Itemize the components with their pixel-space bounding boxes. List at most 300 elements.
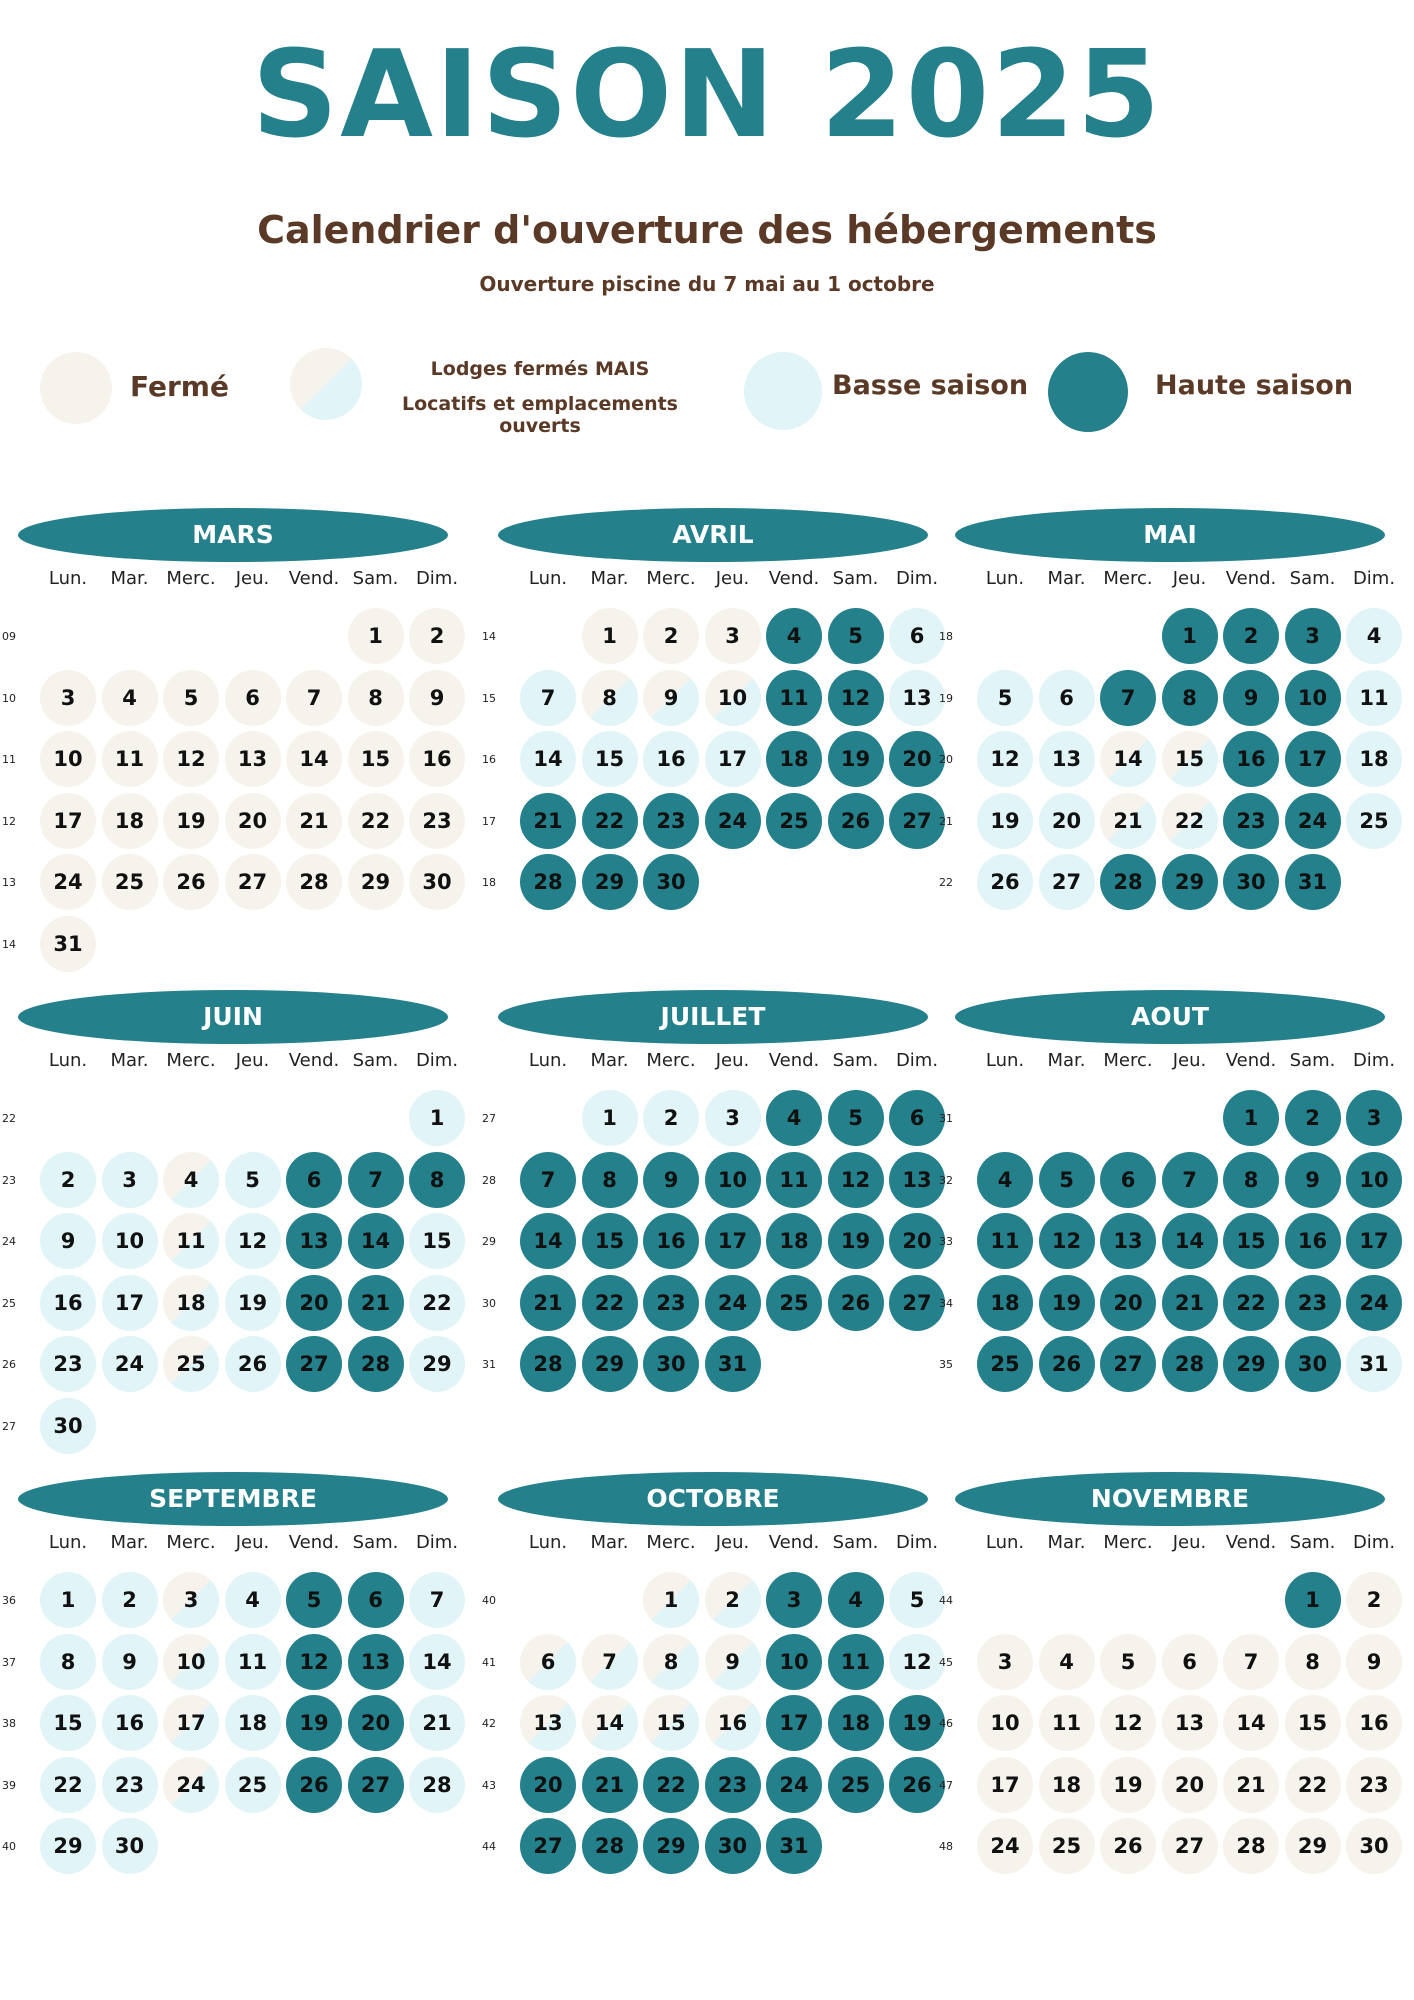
legend-high-label: Haute saison [1155,370,1354,401]
weekday-label: Sam. [1289,1532,1336,1553]
week-number: 34 [939,1296,953,1310]
weekday-label: Mar. [590,1050,629,1071]
day-cell: 21 [520,1275,576,1331]
day-cell: 1 [348,608,404,664]
week-number: 25 [2,1296,16,1310]
day-cell: 16 [102,1695,158,1751]
weekday-label: Sam. [832,568,879,589]
day-cell: 6 [1100,1152,1156,1208]
day-cell: 2 [40,1152,96,1208]
day-cell: 13 [1100,1213,1156,1269]
week-number: 28 [482,1173,496,1187]
day-cell: 3 [163,1572,219,1628]
day-cell: 15 [643,1695,699,1751]
day-cell: 26 [828,1275,884,1331]
day-cell: 16 [409,731,465,787]
day-cell: 17 [1285,731,1341,787]
weekday-label: Jeu. [715,568,750,589]
week-number: 27 [482,1112,496,1125]
weekday-label: Sam. [1289,1050,1336,1071]
weekday-label: Sam. [832,1050,879,1071]
month-header: OCTOBRE [498,1472,928,1526]
day-cell: 30 [1346,1818,1402,1874]
day-cell: 24 [705,1275,761,1331]
weekday-label: Dim. [415,568,459,589]
day-cell: 2 [1346,1572,1402,1628]
day-cell: 24 [766,1757,822,1813]
day-cell: 26 [977,854,1033,910]
day-cell: 29 [582,1336,638,1392]
weekday-label: Sam. [352,1532,399,1553]
day-cell: 23 [705,1757,761,1813]
week-number: 11 [2,753,16,766]
day-cell: 17 [40,793,96,849]
week-number: 29 [482,1235,496,1248]
day-cell: 23 [1285,1275,1341,1331]
day-cell: 7 [520,670,576,726]
day-cell: 8 [1223,1152,1279,1208]
day-cell: 3 [766,1572,822,1628]
day-cell: 19 [828,731,884,787]
week-number: 43 [482,1778,496,1792]
day-cell: 9 [705,1634,761,1690]
weekday-label: Lun. [528,568,568,589]
weekday-label: Merc. [646,1532,696,1553]
day-cell: 20 [225,793,281,849]
day-cell: 14 [409,1634,465,1690]
day-cell: 6 [225,670,281,726]
weekday-label: Jeu. [235,568,270,589]
day-cell: 30 [1223,854,1279,910]
day-cell: 1 [582,1090,638,1146]
day-cell: 16 [1223,731,1279,787]
weekday-label: Dim. [895,1050,939,1071]
month-header: AVRIL [498,508,928,562]
day-cell: 4 [225,1572,281,1628]
day-cell: 24 [40,854,96,910]
day-cell: 15 [1223,1213,1279,1269]
day-cell: 5 [1100,1634,1156,1690]
weekday-label: Vend. [1225,1050,1277,1071]
day-cell: 30 [643,854,699,910]
day-cell: 24 [102,1336,158,1392]
page-subtitle: Calendrier d'ouverture des hébergements [257,208,1157,252]
weekday-label: Vend. [768,1050,820,1071]
day-cell: 7 [1162,1152,1218,1208]
day-cell: 25 [163,1336,219,1392]
day-cell: 13 [889,1152,945,1208]
day-cell: 4 [1346,608,1402,664]
week-number: 09 [2,630,16,643]
day-cell: 4 [977,1152,1033,1208]
weekday-label: Merc. [166,1050,216,1071]
day-cell: 3 [705,1090,761,1146]
week-number: 31 [482,1358,496,1371]
week-number: 33 [939,1235,953,1248]
day-cell: 10 [1285,670,1341,726]
day-cell: 21 [1223,1757,1279,1813]
week-number: 18 [939,630,953,643]
day-cell: 23 [643,1275,699,1331]
day-cell: 17 [766,1695,822,1751]
day-cell: 15 [1162,731,1218,787]
day-cell: 3 [705,608,761,664]
week-number: 21 [939,814,953,828]
day-cell: 20 [1100,1275,1156,1331]
weekday-label: Lun. [985,1532,1025,1553]
legend-low-label: Basse saison [832,370,1029,401]
day-cell: 22 [1223,1275,1279,1331]
weekday-label: Merc. [1103,1050,1153,1071]
weekday-label: Jeu. [1172,1050,1207,1071]
week-number: 16 [482,753,496,766]
page-title: SAISON 2025 [251,26,1163,165]
week-number: 40 [482,1594,496,1607]
day-cell: 1 [409,1090,465,1146]
day-cell: 6 [889,608,945,664]
day-cell: 30 [1285,1336,1341,1392]
weekday-label: Dim. [895,568,939,589]
weekday-label: Sam. [1289,568,1336,589]
day-cell: 4 [102,670,158,726]
day-cell: 3 [102,1152,158,1208]
day-cell: 26 [1100,1818,1156,1874]
day-cell: 6 [1039,670,1095,726]
weekday-label: Dim. [1352,1050,1396,1071]
day-cell: 5 [889,1572,945,1628]
day-cell: 28 [1162,1336,1218,1392]
day-cell: 1 [1223,1090,1279,1146]
day-cell: 5 [977,670,1033,726]
day-cell: 18 [766,1213,822,1269]
day-cell: 21 [520,793,576,849]
week-number: 46 [939,1717,953,1730]
day-cell: 2 [1223,608,1279,664]
legend-closed-swatch [40,352,112,424]
day-cell: 5 [163,670,219,726]
day-cell: 25 [766,1275,822,1331]
day-cell: 8 [1285,1634,1341,1690]
day-cell: 21 [409,1695,465,1751]
day-cell: 17 [705,1213,761,1269]
day-cell: 24 [705,793,761,849]
day-cell: 23 [1346,1757,1402,1813]
day-cell: 25 [977,1336,1033,1392]
day-cell: 14 [520,1213,576,1269]
day-cell: 19 [1100,1757,1156,1813]
day-cell: 27 [225,854,281,910]
day-cell: 29 [643,1818,699,1874]
day-cell: 24 [1285,793,1341,849]
day-cell: 12 [828,1152,884,1208]
week-number: 15 [482,691,496,705]
day-cell: 6 [520,1634,576,1690]
day-cell: 11 [102,731,158,787]
day-cell: 22 [1285,1757,1341,1813]
weekday-label: Jeu. [715,1050,750,1071]
day-cell: 14 [1100,731,1156,787]
day-cell: 19 [1039,1275,1095,1331]
weekday-label: Jeu. [1172,568,1207,589]
day-cell: 8 [582,1152,638,1208]
month-header: JUIN [18,990,448,1044]
week-number: 44 [939,1594,953,1607]
day-cell: 8 [1162,670,1218,726]
day-cell: 12 [286,1634,342,1690]
day-cell: 6 [889,1090,945,1146]
day-cell: 22 [409,1275,465,1331]
month-header: MARS [18,508,448,562]
day-cell: 31 [766,1818,822,1874]
month-header: NOVEMBRE [955,1472,1385,1526]
weekday-label: Sam. [352,1050,399,1071]
week-number: 19 [939,691,953,705]
week-number: 23 [2,1173,16,1187]
day-cell: 29 [1223,1336,1279,1392]
weekday-label: Lun. [528,1532,568,1553]
weekday-label: Mar. [1047,1050,1086,1071]
day-cell: 7 [409,1572,465,1628]
day-cell: 2 [705,1572,761,1628]
weekday-label: Dim. [1352,568,1396,589]
day-cell: 22 [348,793,404,849]
week-number: 26 [2,1358,16,1371]
day-cell: 3 [40,670,96,726]
day-cell: 3 [1285,608,1341,664]
day-cell: 13 [1162,1695,1218,1751]
week-number: 22 [939,876,953,889]
weekday-label: Mar. [110,568,149,589]
day-cell: 26 [163,854,219,910]
day-cell: 9 [643,1152,699,1208]
day-cell: 20 [348,1695,404,1751]
day-cell: 1 [582,608,638,664]
day-cell: 25 [1346,793,1402,849]
week-number: 42 [482,1717,496,1730]
day-cell: 25 [102,854,158,910]
pool-opening-note: Ouverture piscine du 7 mai au 1 octobre [479,272,935,296]
month-header: JUILLET [498,990,928,1044]
day-cell: 7 [1100,670,1156,726]
weekday-label: Dim. [895,1532,939,1553]
day-cell: 15 [40,1695,96,1751]
day-cell: 30 [705,1818,761,1874]
day-cell: 27 [1162,1818,1218,1874]
day-cell: 2 [102,1572,158,1628]
day-cell: 7 [582,1634,638,1690]
day-cell: 27 [520,1818,576,1874]
day-cell: 9 [1285,1152,1341,1208]
day-cell: 21 [1100,793,1156,849]
day-cell: 7 [520,1152,576,1208]
day-cell: 31 [40,916,96,972]
day-cell: 13 [225,731,281,787]
day-cell: 12 [828,670,884,726]
day-cell: 28 [1223,1818,1279,1874]
week-number: 10 [2,691,16,705]
day-cell: 11 [766,1152,822,1208]
day-cell: 13 [286,1213,342,1269]
weekday-label: Mar. [110,1050,149,1071]
weekday-label: Vend. [768,568,820,589]
day-cell: 15 [582,731,638,787]
day-cell: 23 [1223,793,1279,849]
day-cell: 22 [40,1757,96,1813]
weekday-label: Mar. [1047,1532,1086,1553]
day-cell: 8 [582,670,638,726]
week-number: 22 [2,1112,16,1125]
day-cell: 11 [828,1634,884,1690]
day-cell: 30 [40,1398,96,1454]
day-cell: 5 [828,1090,884,1146]
day-cell: 16 [1346,1695,1402,1751]
day-cell: 1 [40,1572,96,1628]
day-cell: 16 [1285,1213,1341,1269]
day-cell: 26 [889,1757,945,1813]
day-cell: 11 [1039,1695,1095,1751]
day-cell: 20 [889,731,945,787]
day-cell: 24 [977,1818,1033,1874]
day-cell: 10 [705,670,761,726]
day-cell: 25 [1039,1818,1095,1874]
day-cell: 24 [163,1757,219,1813]
weekday-label: Merc. [166,1532,216,1553]
day-cell: 29 [1285,1818,1341,1874]
day-cell: 18 [102,793,158,849]
day-cell: 13 [1039,731,1095,787]
day-cell: 31 [1346,1336,1402,1392]
day-cell: 19 [977,793,1033,849]
week-number: 41 [482,1655,496,1669]
weekday-label: Merc. [1103,1532,1153,1553]
day-cell: 12 [1039,1213,1095,1269]
weekday-label: Lun. [48,568,88,589]
day-cell: 19 [225,1275,281,1331]
day-cell: 11 [766,670,822,726]
weekday-label: Sam. [352,568,399,589]
weekday-label: Merc. [166,568,216,589]
day-cell: 11 [977,1213,1033,1269]
day-cell: 14 [348,1213,404,1269]
day-cell: 7 [348,1152,404,1208]
day-cell: 18 [1346,731,1402,787]
day-cell: 15 [409,1213,465,1269]
day-cell: 12 [1100,1695,1156,1751]
weekday-label: Lun. [528,1050,568,1071]
day-cell: 28 [582,1818,638,1874]
day-cell: 18 [225,1695,281,1751]
day-cell: 31 [1285,854,1341,910]
day-cell: 8 [40,1634,96,1690]
day-cell: 26 [828,793,884,849]
week-number: 38 [2,1717,16,1730]
weekday-label: Merc. [1103,568,1153,589]
day-cell: 19 [828,1213,884,1269]
day-cell: 30 [409,854,465,910]
weekday-label: Jeu. [235,1532,270,1553]
day-cell: 8 [643,1634,699,1690]
day-cell: 16 [643,1213,699,1269]
day-cell: 28 [1100,854,1156,910]
day-cell: 16 [705,1695,761,1751]
day-cell: 2 [409,608,465,664]
day-cell: 17 [705,731,761,787]
day-cell: 9 [102,1634,158,1690]
day-cell: 19 [163,793,219,849]
day-cell: 6 [1162,1634,1218,1690]
day-cell: 27 [1039,854,1095,910]
day-cell: 14 [520,731,576,787]
day-cell: 12 [163,731,219,787]
day-cell: 27 [889,1275,945,1331]
day-cell: 5 [1039,1152,1095,1208]
weekday-label: Vend. [288,568,340,589]
day-cell: 13 [520,1695,576,1751]
day-cell: 2 [643,608,699,664]
weekday-label: Mar. [1047,568,1086,589]
day-cell: 30 [643,1336,699,1392]
day-cell: 5 [286,1572,342,1628]
weekday-label: Lun. [48,1050,88,1071]
day-cell: 28 [348,1336,404,1392]
day-cell: 15 [348,731,404,787]
day-cell: 17 [102,1275,158,1331]
week-number: 47 [939,1778,953,1792]
day-cell: 23 [102,1757,158,1813]
month-header: MAI [955,508,1385,562]
day-cell: 23 [409,793,465,849]
day-cell: 17 [977,1757,1033,1813]
day-cell: 26 [1039,1336,1095,1392]
day-cell: 6 [348,1572,404,1628]
day-cell: 30 [102,1818,158,1874]
week-number: 39 [2,1778,16,1792]
day-cell: 27 [889,793,945,849]
day-cell: 10 [705,1152,761,1208]
week-number: 32 [939,1173,953,1187]
week-number: 14 [482,630,496,643]
day-cell: 4 [163,1152,219,1208]
day-cell: 22 [582,793,638,849]
day-cell: 21 [286,793,342,849]
day-cell: 28 [520,1336,576,1392]
day-cell: 27 [348,1757,404,1813]
day-cell: 21 [1162,1275,1218,1331]
weekday-label: Dim. [1352,1532,1396,1553]
legend-low-swatch [744,352,822,430]
day-cell: 4 [1039,1634,1095,1690]
weekday-label: Dim. [415,1050,459,1071]
day-cell: 5 [225,1152,281,1208]
week-number: 30 [482,1296,496,1310]
legend-high-swatch [1048,352,1128,432]
day-cell: 14 [1162,1213,1218,1269]
day-cell: 16 [643,731,699,787]
day-cell: 29 [40,1818,96,1874]
day-cell: 1 [1285,1572,1341,1628]
day-cell: 22 [1162,793,1218,849]
day-cell: 9 [409,670,465,726]
day-cell: 1 [643,1572,699,1628]
week-number: 48 [939,1840,953,1853]
day-cell: 11 [225,1634,281,1690]
day-cell: 26 [286,1757,342,1813]
day-cell: 1 [1162,608,1218,664]
day-cell: 3 [977,1634,1033,1690]
day-cell: 7 [286,670,342,726]
day-cell: 20 [1162,1757,1218,1813]
weekday-label: Vend. [288,1532,340,1553]
